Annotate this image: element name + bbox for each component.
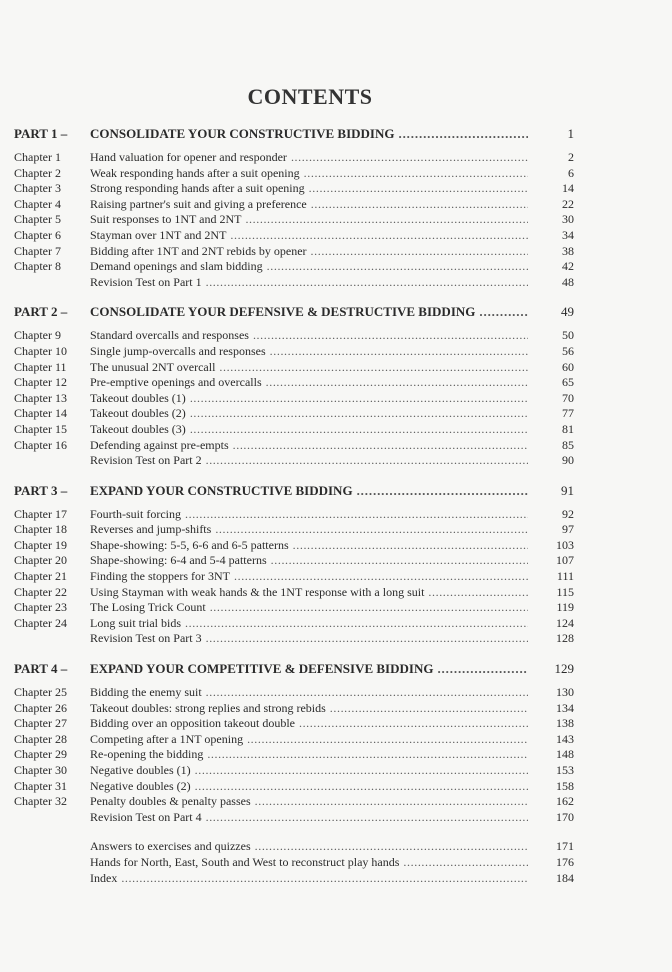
dot-leader: [403, 855, 528, 870]
chapter-title: Revision Test on Part 1: [90, 274, 202, 289]
chapter-row: [14, 732, 574, 748]
chapter-title: Weak responding hands after a suit opening: [90, 165, 300, 180]
dot-leader: [215, 522, 528, 537]
appendix-page-number: 171: [556, 839, 574, 854]
chapter-label: Chapter 12: [14, 375, 67, 390]
dot-leader: [195, 779, 528, 794]
part-title: EXPAND YOUR CONSTRUCTIVE BIDDING: [90, 482, 353, 498]
appendix-row: [14, 855, 574, 871]
chapter-page-number: 60: [562, 359, 574, 374]
chapter-label: Chapter 6: [14, 227, 61, 242]
chapter-label: Chapter 4: [14, 196, 61, 211]
dot-leader: [255, 794, 528, 809]
chapter-label: Chapter 19: [14, 537, 67, 552]
chapter-page-number: 38: [562, 243, 574, 258]
section-spacer: [14, 647, 574, 661]
chapter-title: Raising partner's suit and giving a preference: [90, 196, 307, 211]
appendix-title: Index: [90, 870, 118, 885]
dot-leader: [245, 212, 528, 227]
chapter-row: [14, 585, 574, 601]
chapter-row: [14, 344, 574, 360]
section-spacer: [14, 290, 574, 304]
chapter-page-number: 124: [556, 615, 574, 630]
dot-leader: [437, 661, 528, 677]
chapter-page-number: 92: [562, 506, 574, 521]
chapter-page-number: 128: [556, 631, 574, 646]
chapter-title: Takeout doubles (2): [90, 406, 186, 421]
chapter-page-number: 153: [556, 763, 574, 777]
revision-test-row: [14, 275, 574, 291]
dot-leader: [121, 871, 528, 886]
chapter-page-number: 56: [562, 343, 574, 358]
chapter-title: Hand valuation for opener and responder: [90, 150, 287, 164]
chapter-page-number: 65: [562, 375, 574, 390]
chapter-row: [14, 538, 574, 554]
chapter-row: [14, 438, 574, 454]
chapter-title: The unusual 2NT overcall: [90, 359, 216, 374]
chapter-row: [14, 422, 574, 438]
chapter-row: [14, 166, 574, 182]
dot-leader: [190, 391, 528, 406]
dot-leader: [428, 585, 528, 600]
revision-test-row: [14, 810, 574, 826]
chapter-label: Chapter 16: [14, 437, 67, 452]
part-label: PART 1 –: [14, 126, 68, 141]
dot-leader: [253, 328, 528, 343]
chapter-page-number: 42: [562, 259, 574, 274]
chapter-label: Chapter 8: [14, 259, 61, 274]
chapter-title: Bidding the enemy suit: [90, 685, 202, 700]
chapter-label: Chapter 20: [14, 553, 67, 568]
chapter-row: [14, 328, 574, 344]
part-heading-row: [14, 483, 574, 503]
chapter-page-number: 119: [556, 600, 574, 615]
dot-leader: [398, 126, 528, 142]
chapter-page-number: 143: [556, 731, 574, 746]
chapter-label: Chapter 1: [14, 150, 61, 164]
dot-leader: [311, 244, 528, 259]
chapter-row: [14, 522, 574, 538]
dot-leader: [210, 600, 528, 615]
chapter-page-number: 130: [556, 685, 574, 700]
dot-leader: [270, 344, 528, 359]
chapter-title: Demand openings and slam bidding: [90, 259, 263, 274]
chapter-label: Chapter 2: [14, 165, 61, 180]
chapter-title: Takeout doubles: strong replies and strong rebids: [90, 700, 326, 715]
chapter-row: [14, 197, 574, 213]
revision-test-row: [14, 453, 574, 469]
dot-leader: [271, 553, 528, 568]
chapter-title: Long suit trial bids: [90, 615, 181, 630]
chapter-page-number: 22: [562, 196, 574, 211]
dot-leader: [330, 701, 528, 716]
chapter-title: Takeout doubles (3): [90, 421, 186, 436]
chapter-row: [14, 507, 574, 523]
dot-leader: [190, 422, 528, 437]
chapter-label: Chapter 9: [14, 328, 61, 343]
chapter-row: [14, 701, 574, 717]
chapter-page-number: 85: [562, 437, 574, 452]
chapter-title: Finding the stoppers for 3NT: [90, 569, 230, 584]
chapter-label: Chapter 32: [14, 794, 67, 809]
chapter-row: [14, 244, 574, 260]
dot-leader: [206, 275, 528, 290]
chapter-row: [14, 391, 574, 407]
chapter-label: Chapter 18: [14, 522, 67, 537]
chapter-page-number: 77: [562, 406, 574, 421]
chapter-page-number: 34: [562, 227, 574, 242]
dot-leader: [219, 360, 528, 375]
chapter-title: Shape-showing: 6-4 and 5-4 patterns: [90, 553, 267, 568]
chapter-title: Pre-emptive openings and overcalls: [90, 375, 262, 390]
chapter-page-number: 162: [556, 794, 574, 809]
appendix-title: Hands for North, East, South and West to reconstruct play hands: [90, 854, 400, 869]
dot-leader: [266, 375, 528, 390]
chapter-title: Stayman over 1NT and 2NT: [90, 227, 227, 242]
chapter-page-number: 134: [556, 700, 574, 715]
dot-leader: [230, 228, 528, 243]
chapter-page-number: 107: [556, 553, 574, 568]
chapter-label: Chapter 17: [14, 506, 67, 521]
part-label: PART 3 –: [14, 482, 68, 498]
chapter-title: Single jump-overcalls and responses: [90, 343, 266, 358]
chapter-title: Shape-showing: 5-5, 6-6 and 6-5 patterns: [90, 537, 289, 552]
chapter-label: Chapter 27: [14, 716, 67, 731]
chapter-title: Revision Test on Part 3: [90, 631, 202, 646]
dot-leader: [234, 569, 528, 584]
dot-leader: [190, 406, 528, 421]
chapter-row: [14, 259, 574, 275]
chapter-row: [14, 406, 574, 422]
chapter-row: [14, 181, 574, 197]
chapter-page-number: 97: [562, 522, 574, 537]
dot-leader: [233, 438, 528, 453]
part-page-number: 1: [567, 126, 574, 141]
chapter-page-number: 111: [556, 569, 574, 584]
chapter-page-number: 30: [562, 212, 574, 227]
chapter-row: [14, 716, 574, 732]
dot-leader: [206, 685, 528, 700]
chapter-title: Defending against pre-empts: [90, 437, 229, 452]
chapter-title: Suit responses to 1NT and 2NT: [90, 212, 242, 227]
page-title: CONTENTS: [247, 84, 373, 109]
chapter-label: Chapter 11: [14, 359, 67, 374]
chapter-label: Chapter 22: [14, 584, 67, 599]
chapter-label: Chapter 13: [14, 390, 67, 405]
chapter-title: Fourth-suit forcing: [90, 506, 181, 521]
chapter-page-number: 170: [556, 809, 574, 824]
chapter-label: Chapter 25: [14, 685, 67, 700]
chapter-row: [14, 763, 574, 779]
part-page-number: 49: [561, 304, 574, 320]
chapter-page-number: 50: [562, 328, 574, 343]
chapter-row: [14, 375, 574, 391]
chapter-title: Using Stayman with weak hands & the 1NT response with a long suit: [90, 584, 425, 599]
chapter-title: Penalty doubles & penalty passes: [90, 794, 251, 809]
dot-leader: [299, 716, 528, 731]
chapter-row: [14, 212, 574, 228]
chapter-label: Chapter 5: [14, 212, 61, 227]
chapter-title: Takeout doubles (1): [90, 390, 186, 405]
chapter-label: Chapter 29: [14, 747, 67, 762]
part-label: PART 4 –: [14, 661, 68, 677]
chapter-label: Chapter 28: [14, 731, 67, 746]
chapter-title: Re-opening the bidding: [90, 747, 204, 762]
section-spacer: [14, 469, 574, 483]
chapter-row: [14, 600, 574, 616]
part-title: CONSOLIDATE YOUR DEFENSIVE & DESTRUCTIVE BIDDING: [90, 304, 476, 320]
chapter-title: Bidding over an opposition takeout double: [90, 716, 295, 731]
chapter-row: [14, 150, 574, 166]
part-title: EXPAND YOUR COMPETITIVE & DEFENSIVE BIDDING: [90, 661, 434, 677]
chapter-title: Negative doubles (2): [90, 778, 191, 793]
chapter-page-number: 115: [556, 584, 574, 599]
chapter-title: Strong responding hands after a suit opening: [90, 181, 305, 196]
chapter-page-number: 148: [556, 747, 574, 762]
chapter-page-number: 70: [562, 390, 574, 405]
table-of-contents: [14, 126, 574, 886]
chapter-row: [14, 228, 574, 244]
chapter-label: Chapter 30: [14, 763, 67, 777]
section-spacer: [14, 825, 574, 839]
part-page-number: 129: [554, 661, 574, 677]
chapter-row: [14, 794, 574, 810]
dot-leader: [255, 839, 528, 854]
chapter-row: [14, 569, 574, 585]
chapter-label: Chapter 7: [14, 243, 61, 258]
dot-leader: [311, 197, 528, 212]
chapter-title: Reverses and jump-shifts: [90, 522, 212, 537]
dot-leader: [207, 747, 528, 762]
dot-leader: [247, 732, 528, 747]
chapter-page-number: 138: [556, 716, 574, 731]
chapter-page-number: 6: [568, 165, 574, 180]
chapter-page-number: 48: [562, 274, 574, 289]
dot-leader: [195, 763, 528, 778]
chapter-title: Negative doubles (1): [90, 763, 191, 777]
chapter-row: [14, 360, 574, 376]
part-heading-row: [14, 661, 574, 681]
appendix-title: Answers to exercises and quizzes: [90, 839, 251, 854]
chapter-label: Chapter 15: [14, 421, 67, 436]
dot-leader: [267, 259, 528, 274]
chapter-label: Chapter 10: [14, 343, 67, 358]
dot-leader: [185, 507, 528, 522]
chapter-title: Competing after a 1NT opening: [90, 731, 244, 746]
chapter-label: Chapter 31: [14, 778, 67, 793]
part-label: PART 2 –: [14, 304, 68, 320]
chapter-page-number: 2: [568, 150, 574, 164]
appendix-row: [14, 839, 574, 855]
dot-leader: [479, 304, 528, 320]
chapter-page-number: 158: [556, 778, 574, 793]
dot-leader: [309, 181, 528, 196]
dot-leader: [304, 166, 528, 181]
part-heading-row: [14, 304, 574, 324]
chapter-label: Chapter 23: [14, 600, 67, 615]
chapter-label: Chapter 14: [14, 406, 67, 421]
chapter-page-number: 90: [562, 453, 574, 468]
chapter-title: Revision Test on Part 4: [90, 809, 202, 824]
dot-leader: [291, 150, 528, 165]
chapter-page-number: 103: [556, 537, 574, 552]
dot-leader: [357, 483, 528, 499]
part-heading-row: [14, 126, 574, 146]
chapter-row: [14, 616, 574, 632]
chapter-row: [14, 779, 574, 795]
dot-leader: [293, 538, 528, 553]
chapter-label: Chapter 24: [14, 615, 67, 630]
dot-leader: [206, 810, 528, 825]
chapter-title: Standard overcalls and responses: [90, 328, 249, 343]
chapter-row: [14, 685, 574, 701]
revision-test-row: [14, 631, 574, 647]
appendix-page-number: 176: [556, 854, 574, 869]
chapter-label: Chapter 26: [14, 700, 67, 715]
chapter-title: The Losing Trick Count: [90, 600, 206, 615]
appendix-row: [14, 871, 574, 887]
part-page-number: 91: [561, 482, 574, 498]
chapter-label: Chapter 3: [14, 181, 61, 196]
chapter-row: [14, 747, 574, 763]
chapter-page-number: 14: [562, 181, 574, 196]
dot-leader: [185, 616, 528, 631]
dot-leader: [206, 631, 528, 646]
dot-leader: [206, 453, 528, 468]
chapter-title: Bidding after 1NT and 2NT rebids by opener: [90, 243, 307, 258]
appendix-page-number: 184: [556, 870, 574, 885]
chapter-title: Revision Test on Part 2: [90, 453, 202, 468]
chapter-label: Chapter 21: [14, 569, 67, 584]
chapter-page-number: 81: [562, 421, 574, 436]
part-title: CONSOLIDATE YOUR CONSTRUCTIVE BIDDING: [90, 126, 395, 141]
chapter-row: [14, 553, 574, 569]
